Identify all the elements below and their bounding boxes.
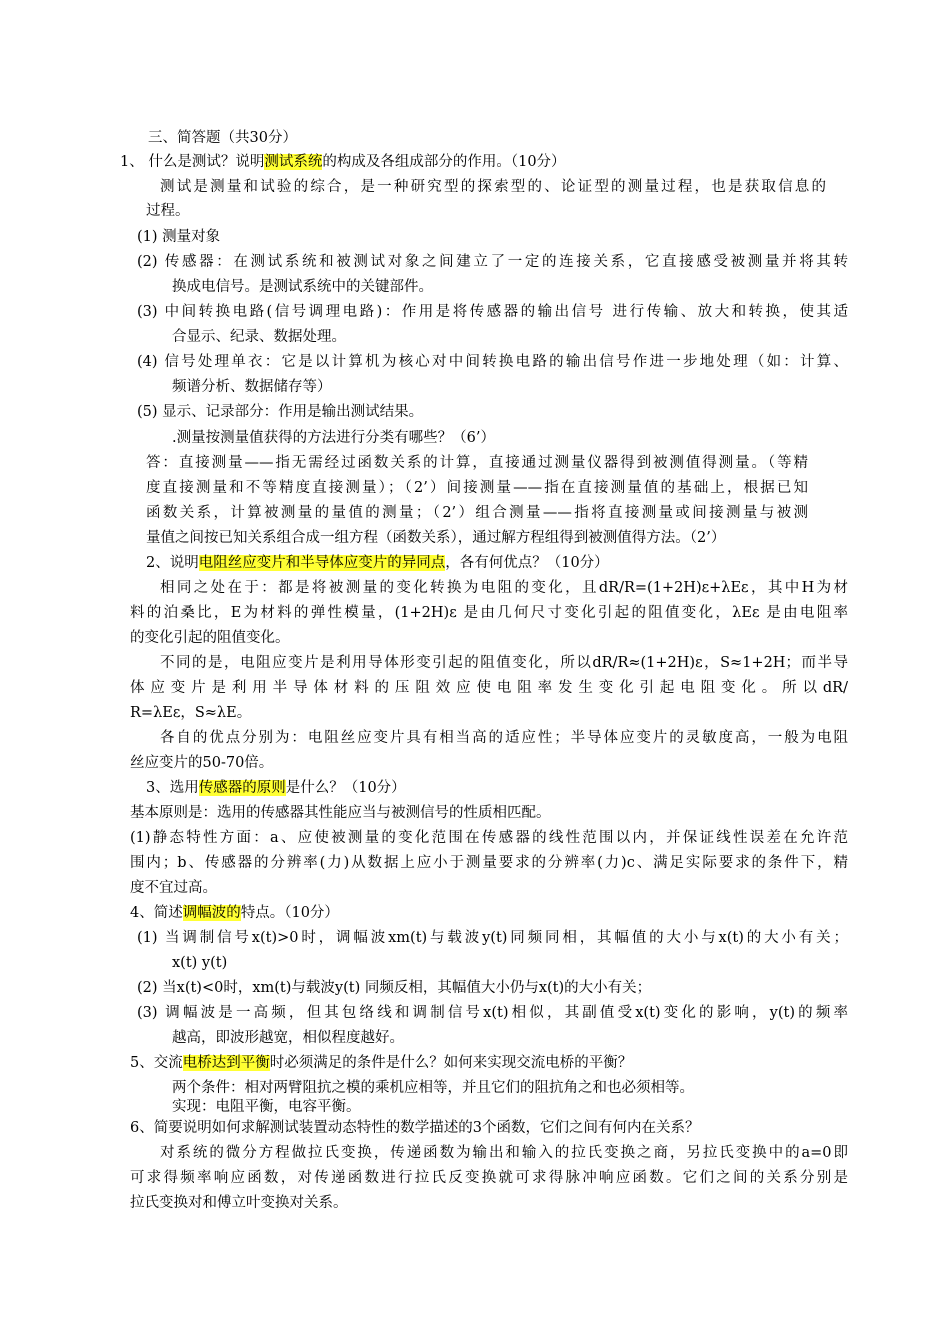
text-line xyxy=(137,252,848,272)
text-segment: 1、 什么是测试？说明 xyxy=(120,154,265,170)
text-segment: 度不宜过高。 xyxy=(130,880,217,896)
text-segment: (2) 当x(t)<0时，xm(t)与载波y(t) 同频反相，其幅值大小仍与x(t)的大小有关； xyxy=(137,980,652,996)
text-segment: 不同的是，电阻应变片是利用导体形变引起的阻值变化，所以dR/R≈(1+2H)ε，S≈1+2H；而半导 xyxy=(160,655,848,671)
text-segment: 合显示、纪录、数据处理。 xyxy=(172,329,346,345)
text-line xyxy=(146,453,808,473)
text-segment: 特点。（10分） xyxy=(240,905,339,921)
text-line xyxy=(160,653,848,673)
text-segment: ，各有何优点？（10分） xyxy=(445,555,609,571)
text-segment: 时必须满足的条件是什么？如何来实现交流电桥的平衡？ xyxy=(269,1055,633,1071)
highlighted-text: 测试系统 xyxy=(264,154,323,170)
text-segment: 过程。 xyxy=(146,203,190,219)
text-line xyxy=(130,753,273,773)
text-line xyxy=(137,1003,848,1023)
text-segment: R=λEε，S≈λE。 xyxy=(130,705,252,721)
text-segment: 是什么？（10分） xyxy=(285,780,406,796)
text-line xyxy=(130,803,551,823)
text-line xyxy=(172,953,227,973)
text-line xyxy=(130,628,290,648)
text-line xyxy=(172,1097,361,1117)
text-segment: (3) 调幅波是一高频，但其包络线和调制信号x(t)相似，其副值受x(t)变化的影响，y(t)的频率 xyxy=(137,1005,848,1021)
text-segment: (1)静态特性方面：a、应使被测量的变化范围在传感器的线性范围以内，并保证线性误差在允许范 xyxy=(130,830,848,846)
text-line xyxy=(137,928,848,948)
text-line xyxy=(130,603,848,623)
text-segment: 实现：电阻平衡，电容平衡。 xyxy=(172,1099,361,1115)
text-line xyxy=(172,277,433,297)
text-line xyxy=(160,578,848,598)
text-segment: x(t) y(t) xyxy=(172,955,228,971)
text-line xyxy=(148,128,297,148)
text-segment: 围内；b、传感器的分辨率(力)从数据上应小于测量要求的分辨率(力)c、满足实际要求的条件下，精 xyxy=(130,855,848,871)
text-line xyxy=(146,553,609,573)
text-line xyxy=(160,177,826,197)
text-segment: 3、选用 xyxy=(146,780,199,796)
text-line xyxy=(130,903,339,923)
text-line xyxy=(130,828,848,848)
text-line xyxy=(130,878,217,898)
text-segment: 料的泊桑比，E为材料的弹性模量，(1+2H)ε 是由几何尺寸变化引起的阻值变化，λEε 是由电阻率 xyxy=(130,605,848,621)
text-line xyxy=(160,1143,848,1163)
highlighted-text: 电桥达到平衡 xyxy=(182,1055,270,1071)
text-segment: 度直接测量和不等精度直接测量）；（2’）间接测量——指在直接测量值的基础上，根据已知 xyxy=(146,480,808,496)
text-line xyxy=(130,1168,848,1188)
text-segment: .测量按测量值获得的方法进行分类有哪些？（6’） xyxy=(172,430,495,446)
text-line xyxy=(137,402,423,422)
text-segment: 体应变片是利用半导体材料的压阻效应使电阻率发生变化引起电阻变化。所以dR/ xyxy=(130,680,848,696)
text-line xyxy=(146,503,808,523)
text-segment: (3) 中间转换电路(信号调理电路)：作用是将传感器的输出信号 进行传输、放大和转换，使其适 xyxy=(137,304,848,320)
text-line xyxy=(172,428,495,448)
text-segment: (5) 显示、记录部分：作用是输出测试结果。 xyxy=(137,404,424,420)
text-segment: 可求得频率响应函数，对传递函数进行拉氏反变换就可求得脉冲响应函数。它们之间的关系分别是 xyxy=(130,1170,848,1186)
text-segment: 换成电信号。是测试系统中的关键部件。 xyxy=(172,279,433,295)
text-segment: (2) 传感器：在测试系统和被测试对象之间建立了一定的连接关系，它直接感受被测量并将其转 xyxy=(137,254,848,270)
text-segment: 5、交流 xyxy=(130,1055,183,1071)
text-line xyxy=(137,352,848,372)
text-line xyxy=(130,678,848,698)
text-segment: 的变化引起的阻值变化。 xyxy=(130,630,290,646)
text-segment: 6、简要说明如何求解测试装置动态特性的数学描述的3个函数，它们之间有何内在关系？ xyxy=(130,1120,700,1136)
text-line xyxy=(146,478,808,498)
text-line xyxy=(172,1078,694,1098)
text-line xyxy=(120,152,566,172)
text-segment: 丝应变片的50-70倍。 xyxy=(130,755,274,771)
text-segment: 4、简述 xyxy=(130,905,183,921)
highlighted-text: 传感器的原则 xyxy=(198,780,286,796)
text-segment: 两个条件：相对两臂阻抗之模的乘机应相等，并且它们的阻抗角之和也必须相等。 xyxy=(172,1080,694,1096)
text-line xyxy=(146,528,725,548)
text-segment: 越高，即波形越宽，相似程度越好。 xyxy=(172,1030,404,1046)
text-line xyxy=(137,227,220,247)
text-segment: (1) 测量对象 xyxy=(137,229,221,245)
highlighted-text: 调幅波的 xyxy=(182,905,241,921)
text-segment: 测试是测量和试验的综合，是一种研究型的探索型的、论证型的测量过程，也是获取信息的 xyxy=(160,179,826,195)
text-segment: 三、简答题（共30分） xyxy=(148,130,297,146)
highlighted-text: 电阻丝应变片和半导体应变片的异同点 xyxy=(198,555,446,571)
text-segment: 基本原则是：选用的传感器其性能应当与被测信号的性质相匹配。 xyxy=(130,805,551,821)
text-line xyxy=(130,1193,348,1213)
text-line xyxy=(130,1118,699,1138)
text-segment: 各自的优点分别为：电阻丝应变片具有相当高的适应性；半导体应变片的灵敏度高，一般为电阻 xyxy=(160,730,848,746)
text-line xyxy=(137,978,651,998)
text-line xyxy=(172,1028,404,1048)
text-segment: 答：直接测量——指无需经过函数关系的计算，直接通过测量仪器得到被测值得测量。（等精 xyxy=(146,455,808,471)
text-segment: 2、说明 xyxy=(146,555,199,571)
text-segment: 量值之间按已知关系组合成一组方程（函数关系），通过解方程组得到被测值得方法。（2’） xyxy=(146,530,726,546)
text-segment: 相同之处在于：都是将被测量的变化转换为电阻的变化，且dR/R=(1+2H)ε+λEε，其中H为材 xyxy=(160,580,848,596)
text-segment: (4) 信号处理单衣：它是以计算机为核心对中间转换电路的输出信号作进一步地处理（如：计算、 xyxy=(137,354,848,370)
text-line xyxy=(160,728,848,748)
text-segment: 函数关系，计算被测量的量值的测量；（2’）组合测量——指将直接测量或间接测量与被测 xyxy=(146,505,808,521)
text-segment: 频谱分析、数据储存等） xyxy=(172,379,332,395)
text-line xyxy=(130,853,848,873)
text-segment: 对系统的微分方程做拉氏变换，传递函数为输出和输入的拉氏变换之商，另拉氏变换中的a=0即 xyxy=(160,1145,848,1161)
text-line xyxy=(146,201,190,221)
text-line xyxy=(172,327,346,347)
text-line xyxy=(172,377,332,397)
text-segment: 拉氏变换对和傅立叶变换对关系。 xyxy=(130,1195,348,1211)
text-segment: 的构成及各组成部分的作用。（10分） xyxy=(322,154,566,170)
text-line xyxy=(137,302,848,322)
text-line xyxy=(130,703,251,723)
text-line xyxy=(130,1053,632,1073)
text-line xyxy=(146,778,406,798)
text-segment: (1) 当调制信号x(t)>0时，调幅波xm(t)与载波y(t)同频同相，其幅值的大小与x(t)的大小有关； xyxy=(137,930,848,946)
